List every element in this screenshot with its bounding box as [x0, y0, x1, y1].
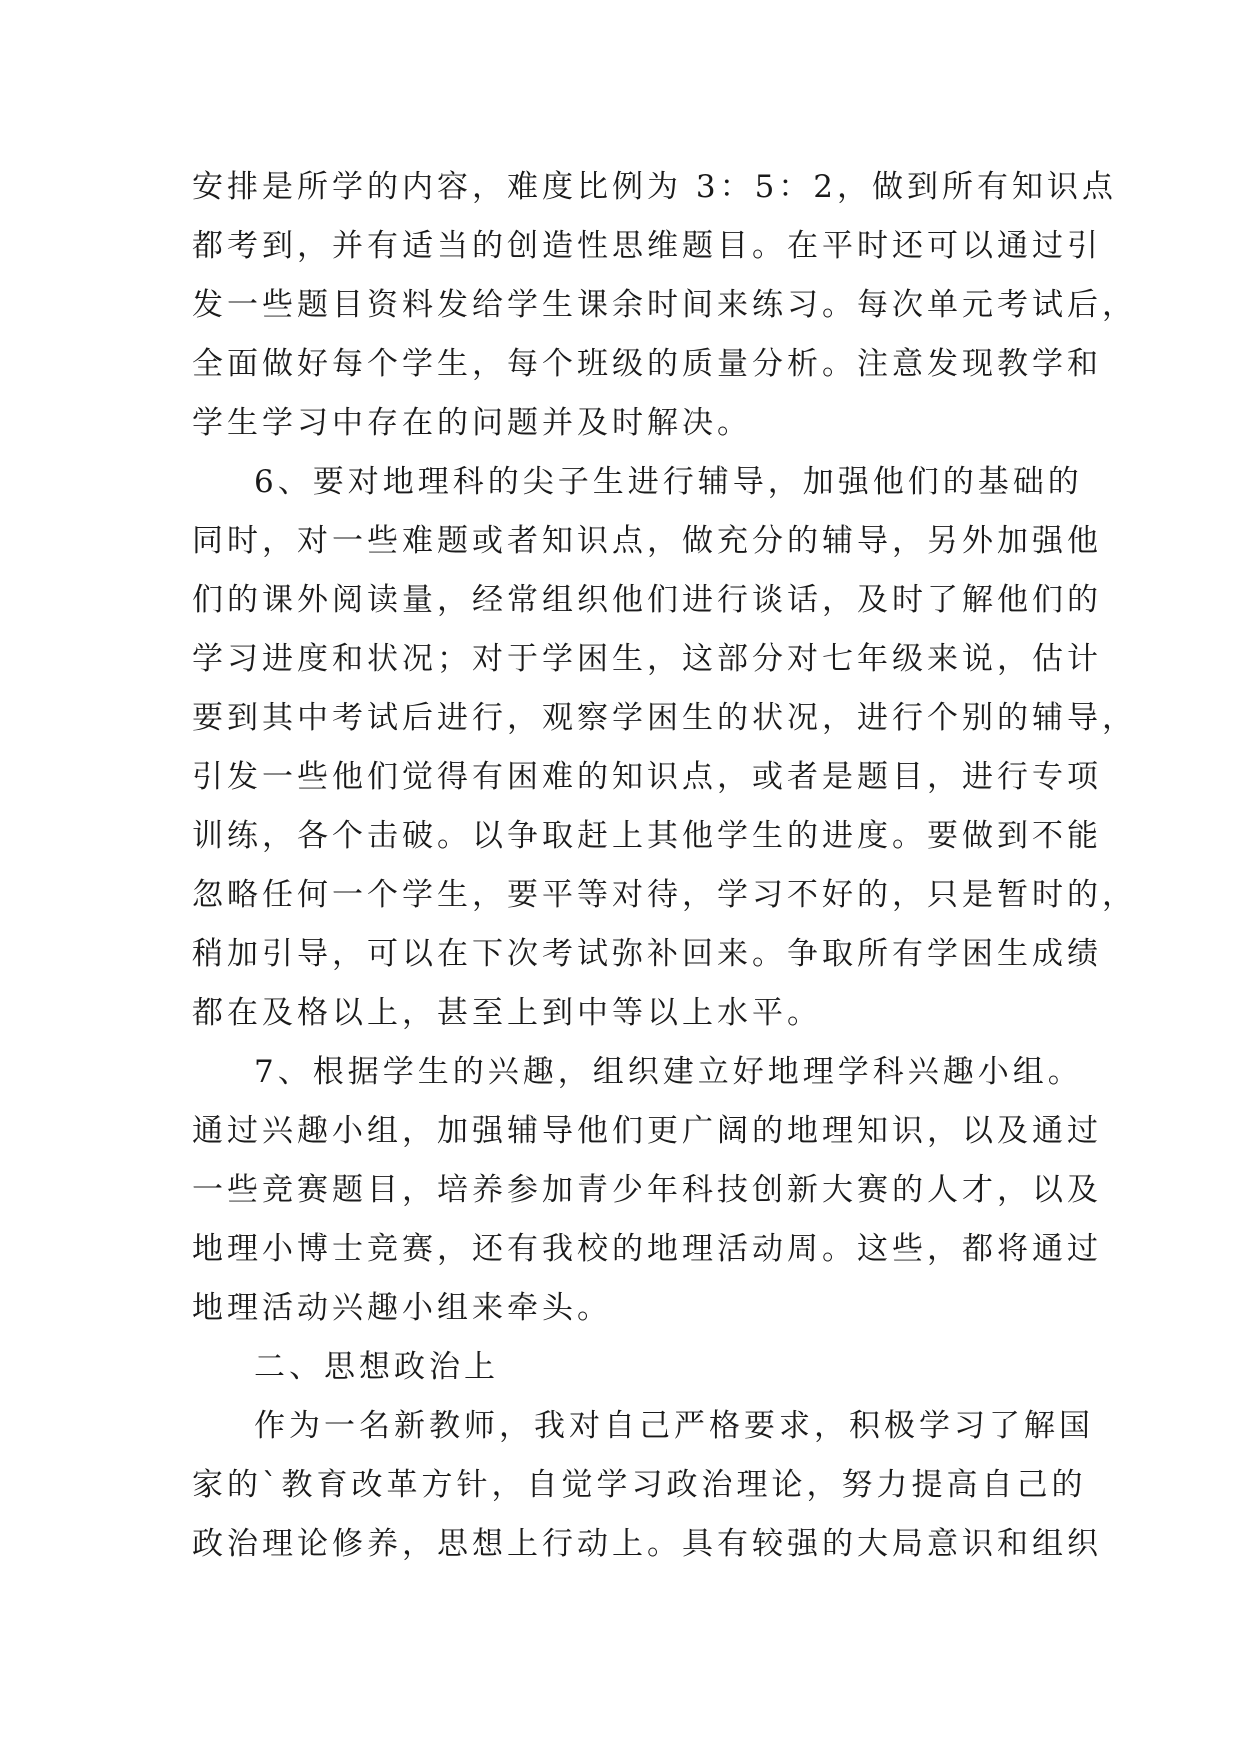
text-line: 二、思想政治上 — [254, 1349, 499, 1385]
text-line: 学生学习中存在的问题并及时解决。 — [192, 405, 752, 441]
text-line: 稍加引导，可以在下次考试弥补回来。争取所有学困生成绩 — [192, 936, 1102, 972]
text-line: 忽略任何一个学生，要平等对待，学习不好的，只是暂时的， — [192, 877, 1137, 913]
text-line: 训练，各个击破。以争取赶上其他学生的进度。要做到不能 — [192, 818, 1102, 854]
text-line: 6、要对地理科的尖子生进行辅导，加强他们的基础的 — [254, 464, 1083, 500]
text-line: 都在及格以上，甚至上到中等以上水平。 — [192, 995, 822, 1031]
text-line: 一些竞赛题目，培养参加青少年科技创新大赛的人才，以及 — [192, 1172, 1102, 1208]
text-line: 政治理论修养，思想上行动上。具有较强的大局意识和组织 — [192, 1526, 1102, 1562]
text-line: 全面做好每个学生，每个班级的质量分析。注意发现教学和 — [192, 346, 1102, 382]
body-text — [192, 158, 1137, 1574]
text-line: 要到其中考试后进行，观察学困生的状况，进行个别的辅导， — [192, 700, 1137, 736]
text-line: 地理活动兴趣小组来牵头。 — [192, 1290, 612, 1326]
text-line: 发一些题目资料发给学生课余时间来练习。每次单元考试后， — [192, 287, 1137, 323]
text-line: 学习进度和状况；对于学困生，这部分对七年级来说，估计 — [192, 641, 1102, 677]
text-line: 同时，对一些难题或者知识点，做充分的辅导，另外加强他 — [192, 523, 1102, 559]
text-line: 都考到，并有适当的创造性思维题目。在平时还可以通过引 — [192, 228, 1102, 264]
text-line: 引发一些他们觉得有困难的知识点，或者是题目，进行专项 — [192, 759, 1102, 795]
text-line: 7、根据学生的兴趣，组织建立好地理学科兴趣小组。 — [254, 1054, 1083, 1090]
text-line: 们的课外阅读量，经常组织他们进行谈话，及时了解他们的 — [192, 582, 1102, 618]
text-line: 家的`教育改革方针，自觉学习政治理论，努力提高自己的 — [192, 1467, 1087, 1503]
text-line: 作为一名新教师，我对自己严格要求，积极学习了解国 — [254, 1408, 1094, 1444]
text-line: 通过兴趣小组，加强辅导他们更广阔的地理知识，以及通过 — [192, 1113, 1102, 1149]
text-line: 安排是所学的内容，难度比例为 3：5：2，做到所有知识点 — [192, 169, 1118, 205]
text-line: 地理小博士竞赛，还有我校的地理活动周。这些，都将通过 — [192, 1231, 1102, 1267]
